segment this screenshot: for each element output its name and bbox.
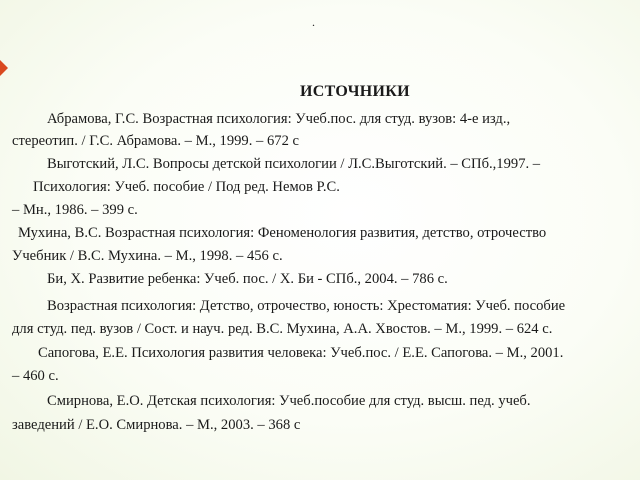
decorative-dot: . [312,15,315,29]
reference-line: Би, Х. Развитие ребенка: Учеб. пос. / Х. Би - СПб., 2004. – 786 с. [47,271,448,287]
reference-line: заведений / Е.О. Смирнова. – М., 2003. – 368 с [12,417,301,433]
corner-accent-icon [0,60,10,76]
reference-line: Выготский, Л.С. Вопросы детской психологии / Л.С.Выготский. – СПб.,1997. – [47,156,541,172]
reference-line: стереотип. / Г.С. Абрамова. – М., 1999. – 672 с [12,133,299,149]
reference-line: – Мн., 1986. – 399 с. [12,202,138,218]
reference-line: Мухина, В.С. Возрастная психология: Феноменология развития, детство, отрочество [18,225,547,241]
reference-line: Психология: Учеб. пособие / Под ред. Немов Р.С. [33,179,340,195]
reference-line: Смирнова, Е.О. Детская психология: Учеб.пособие для студ. высш. пед. учеб. [47,393,531,409]
reference-line: Абрамова, Г.С. Возрастная психология: Учеб.пос. для студ. вузов: 4-е изд., [47,111,511,127]
slide-title: ИСТОЧНИКИ [300,83,410,100]
reference-line: – 460 с. [12,368,59,384]
reference-line: для студ. пед. вузов / Сост. и науч. ред. В.С. Мухина, А.А. Хвостов. – М., 1999. – 624 с. [12,321,553,337]
reference-line: Возрастная психология: Детство, отрочество, юность: Хрестоматия: Учеб. пособие [47,298,566,314]
reference-line: Сапогова, Е.Е. Психология развития человека: Учеб.пос. / Е.Е. Сапогова. – М., 2001. [38,345,564,361]
reference-line: Учебник / В.С. Мухина. – М., 1998. – 456 с. [12,248,283,264]
